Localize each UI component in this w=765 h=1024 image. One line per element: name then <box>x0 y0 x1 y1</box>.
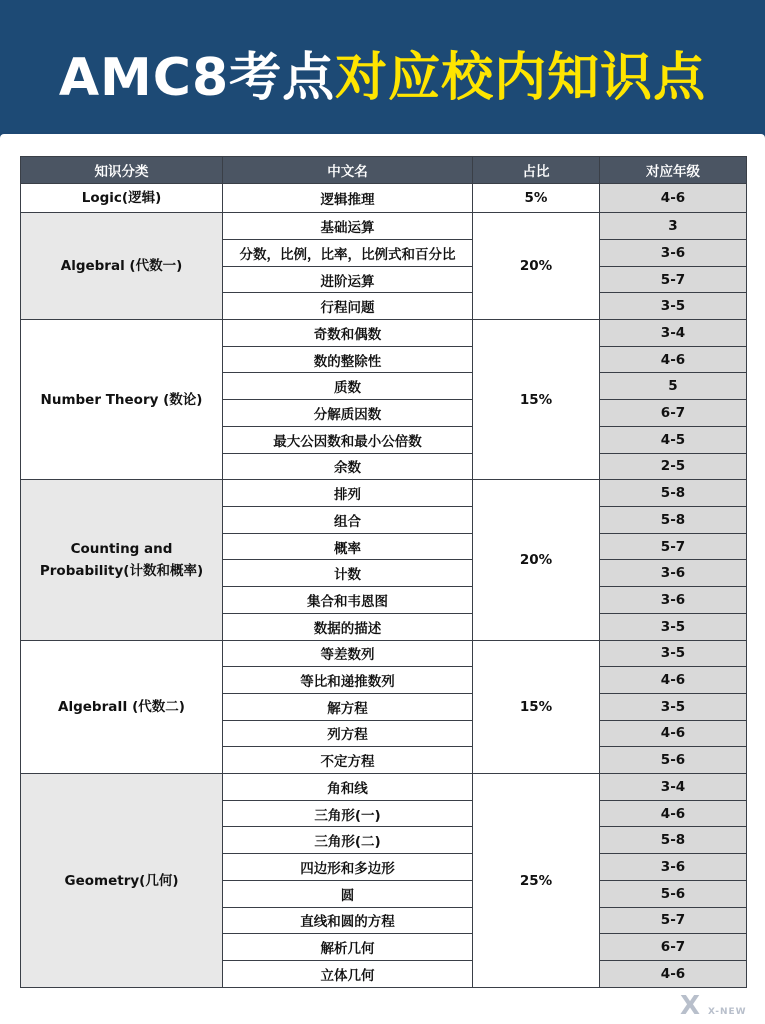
grade-cell: 5-7 <box>600 533 747 560</box>
page-title <box>0 40 765 116</box>
table-row <box>21 320 747 347</box>
category-cell: AlgebraII (代数二) <box>21 640 223 774</box>
category-cell: Geometry(几何) <box>21 774 223 988</box>
category-cell: Counting and Probability(计数和概率) <box>21 480 223 640</box>
watermark-logo <box>680 992 760 1020</box>
topic-cell: 不定方程 <box>223 747 473 774</box>
topic-cell: 基础运算 <box>223 213 473 240</box>
topic-cell: 组合 <box>223 506 473 533</box>
topic-cell: 直线和圆的方程 <box>223 907 473 934</box>
topic-cell: 列方程 <box>223 720 473 747</box>
topic-cell: 行程问题 <box>223 293 473 320</box>
grade-cell: 6-7 <box>600 934 747 961</box>
share-cell: 20% <box>473 480 600 640</box>
header-category: 知识分类 <box>21 157 223 184</box>
table-row <box>21 774 747 801</box>
grade-cell: 3-4 <box>600 320 747 347</box>
grade-cell: 6-7 <box>600 400 747 427</box>
grade-cell: 3-4 <box>600 774 747 801</box>
grade-cell: 3-6 <box>600 587 747 614</box>
grade-cell: 3-5 <box>600 293 747 320</box>
knowledge-table <box>20 156 747 988</box>
grade-cell: 5-7 <box>600 266 747 293</box>
topic-cell: 四边形和多边形 <box>223 854 473 881</box>
share-cell: 20% <box>473 213 600 320</box>
grade-cell: 4-6 <box>600 800 747 827</box>
topic-cell: 等差数列 <box>223 640 473 667</box>
grade-cell: 3-6 <box>600 854 747 881</box>
topic-cell: 概率 <box>223 533 473 560</box>
topic-cell: 进阶运算 <box>223 266 473 293</box>
share-cell: 5% <box>473 184 600 213</box>
category-cell: Number Theory (数论) <box>21 320 223 480</box>
grade-cell: 2-5 <box>600 453 747 480</box>
topic-cell: 奇数和偶数 <box>223 320 473 347</box>
grade-cell: 4-6 <box>600 960 747 987</box>
grade-cell: 5-8 <box>600 827 747 854</box>
header-grade: 对应年级 <box>600 157 747 184</box>
grade-cell: 5-8 <box>600 480 747 507</box>
category-cell: Algebral (代数一) <box>21 213 223 320</box>
grade-cell: 5 <box>600 373 747 400</box>
topic-cell: 角和线 <box>223 774 473 801</box>
watermark-text: X-NEW <box>708 1007 747 1017</box>
grade-cell: 5-6 <box>600 747 747 774</box>
grade-cell: 5-6 <box>600 880 747 907</box>
topic-cell: 排列 <box>223 480 473 507</box>
grade-cell: 3-5 <box>600 693 747 720</box>
topic-cell: 等比和递推数列 <box>223 667 473 694</box>
title-part-white: AMC8考点 <box>58 48 336 108</box>
header-chinese-name: 中文名 <box>223 157 473 184</box>
topic-cell: 立体几何 <box>223 960 473 987</box>
topic-cell: 圆 <box>223 880 473 907</box>
topic-cell: 分数，比例，比率，比例式和百分比 <box>223 239 473 266</box>
share-cell: 25% <box>473 774 600 988</box>
category-cell: Logic(逻辑) <box>21 184 223 213</box>
grade-cell: 4-6 <box>600 720 747 747</box>
topic-cell: 数据的描述 <box>223 613 473 640</box>
share-cell: 15% <box>473 640 600 774</box>
watermark-x-icon: X <box>680 991 701 1021</box>
grade-cell: 3-6 <box>600 560 747 587</box>
table-row <box>21 480 747 507</box>
topic-cell: 质数 <box>223 373 473 400</box>
topic-cell: 三角形(二) <box>223 827 473 854</box>
header-share: 占比 <box>473 157 600 184</box>
grade-cell: 4-6 <box>600 184 747 213</box>
topic-cell: 计数 <box>223 560 473 587</box>
table-row <box>21 640 747 667</box>
topic-cell: 分解质因数 <box>223 400 473 427</box>
topic-cell: 余数 <box>223 453 473 480</box>
grade-cell: 3 <box>600 213 747 240</box>
grade-cell: 4-6 <box>600 346 747 373</box>
grade-cell: 5-7 <box>600 907 747 934</box>
topic-cell: 集合和韦恩图 <box>223 587 473 614</box>
topic-cell: 数的整除性 <box>223 346 473 373</box>
share-cell: 15% <box>473 320 600 480</box>
title-part-yellow: 对应校内知识点 <box>335 48 707 108</box>
grade-cell: 4-6 <box>600 667 747 694</box>
grade-cell: 5-8 <box>600 506 747 533</box>
grade-cell: 4-5 <box>600 426 747 453</box>
table-row <box>21 184 747 213</box>
table-row <box>21 213 747 240</box>
grade-cell: 3-5 <box>600 613 747 640</box>
topic-cell: 解方程 <box>223 693 473 720</box>
topic-cell: 解析几何 <box>223 934 473 961</box>
topic-cell: 三角形(一) <box>223 800 473 827</box>
topic-cell: 最大公因数和最小公倍数 <box>223 426 473 453</box>
grade-cell: 3-6 <box>600 239 747 266</box>
grade-cell: 3-5 <box>600 640 747 667</box>
topic-cell: 逻辑推理 <box>223 184 473 213</box>
table-header-row <box>21 157 747 184</box>
